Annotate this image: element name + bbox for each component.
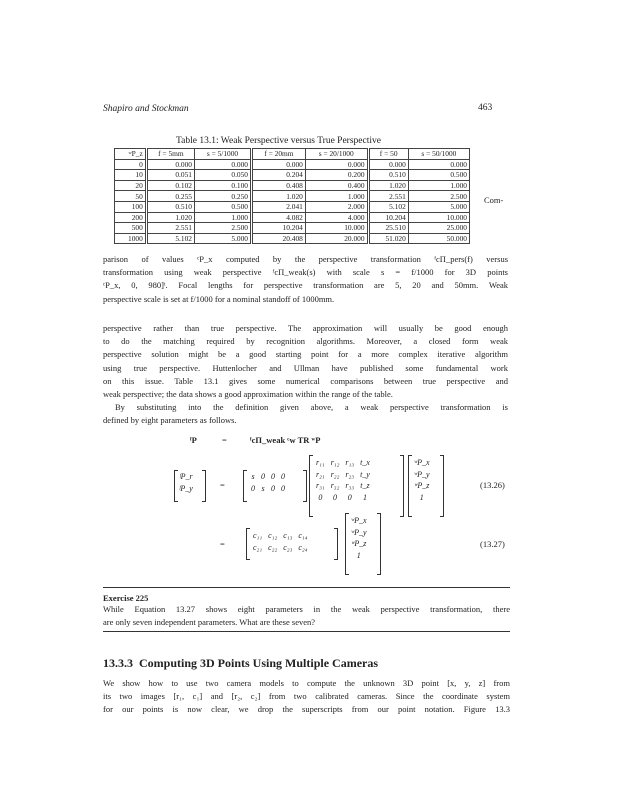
section-line: for our points is now clear, we drop the superscripts from our point notation. Figure 13.3	[103, 704, 510, 715]
table-header: f = 5mm	[146, 149, 194, 160]
table-cell: 5.000	[195, 233, 252, 244]
table-cell: 4.082	[252, 212, 306, 223]
table-cell: 5.102	[368, 201, 408, 212]
table-cell: 0.000	[368, 159, 408, 170]
body-line: on this issue. Table 13.1 gives some numerical comparisons between true perspective and	[103, 375, 508, 386]
table-cell: 2.500	[195, 223, 252, 234]
table-header: s = 50/1000	[408, 149, 469, 160]
body-line: perspective solution might be a good starting point for a more complex iterative algorithm	[103, 349, 508, 360]
table-cell: 0.051	[146, 170, 194, 181]
right-bracket	[377, 513, 381, 575]
table-cell: 50	[115, 191, 147, 202]
table-cell: 0.000	[252, 159, 306, 170]
table-header: s = 5/1000	[195, 149, 252, 160]
lhs-vector	[176, 471, 196, 494]
table-cell: 500	[115, 223, 147, 234]
section-title: Computing 3D Points Using Multiple Cameras	[139, 656, 379, 670]
table-cell: 1.000	[408, 180, 469, 191]
table-header: ʷP_z	[115, 149, 147, 160]
equation-number: (13.26)	[480, 480, 505, 490]
matrix-entry: c₁₂	[268, 531, 278, 541]
matrix-entry: c₁₁	[253, 531, 263, 541]
table-cell: 0.050	[195, 170, 252, 181]
table-cell: 10.204	[368, 212, 408, 223]
body-line: using true perspective. Huttenlocher and Ullman have published some fundamental work	[103, 362, 508, 373]
table-cell: 1.000	[305, 191, 368, 202]
scale-matrix	[248, 471, 288, 494]
table-cell: 0.000	[146, 159, 194, 170]
right-bracket	[202, 470, 206, 502]
matrix-entry: c₂₄	[298, 542, 308, 552]
exercise-text	[103, 603, 510, 629]
table-cell: 200	[115, 212, 147, 223]
matrix-entry: r₃₃	[345, 481, 355, 491]
exercise-line: While Equation 13.27 shows eight parameters in the weak perspective transformation, there	[103, 604, 510, 614]
caption-fragment: Com-	[484, 195, 504, 205]
table-cell: 2.551	[146, 223, 194, 234]
table-caption: Table 13.1: Weak Perspective versus True Perspective	[176, 136, 381, 146]
world-point-vector	[348, 515, 370, 561]
right-bracket	[400, 455, 404, 517]
matrix-entry: 0	[333, 493, 338, 503]
table-cell: 0.000	[195, 159, 252, 170]
matrix-entry: t_z	[360, 481, 370, 491]
vector-entry: 1	[356, 551, 361, 561]
table-cell: 10.204	[252, 223, 306, 234]
table-cell: 2.000	[305, 201, 368, 212]
matrix-entry: r₁₂	[330, 458, 340, 468]
table-cell: 0.250	[195, 191, 252, 202]
table-cell: 2.500	[408, 191, 469, 202]
matrix-entry: 0	[261, 472, 265, 482]
table-body	[115, 159, 470, 244]
table-cell: 2.551	[368, 191, 408, 202]
equation-rhs: ᶠcΠ_weak ᶜw TR ʷP	[250, 435, 321, 445]
vector-entry: ʷP_z	[351, 539, 367, 549]
matrix-entry: r₁₁	[316, 458, 325, 468]
caption-line: ᶜP_x, 0, 980]ᵗ. Focal lengths for perspective transformation are 5, 20 and 50mm. Weak	[103, 280, 508, 291]
table-cell: 20.408	[252, 233, 306, 244]
table-cell: 1.020	[368, 180, 408, 191]
table-row	[115, 180, 470, 191]
table-cell: 50.000	[408, 233, 469, 244]
table-cell: 10	[115, 170, 147, 181]
table-cell: 0.500	[408, 170, 469, 181]
section-heading	[103, 656, 378, 671]
vector-entry: ʷP_x	[414, 458, 430, 468]
matrix-entry: t_y	[360, 469, 370, 479]
table-cell: 0.255	[146, 191, 194, 202]
matrix-entry: r₃₂	[330, 481, 340, 491]
rotation-matrix	[313, 457, 373, 503]
table-cell: 0	[115, 159, 147, 170]
equation-number: (13.27)	[480, 539, 505, 549]
vector-entry: ʷP_y	[414, 469, 430, 479]
table-cell: 0.510	[368, 170, 408, 181]
table-cell: 20.000	[305, 233, 368, 244]
vector-entry: ᶠP_r	[179, 472, 193, 482]
section-line: its two images [r₁, c₁] and [r₂, c₂] from two calibrated cameras. Since the coordinate system	[103, 691, 510, 702]
matrix-entry: s	[261, 483, 265, 493]
vector-entry: ʷP_y	[351, 527, 367, 537]
world-point-vector	[411, 457, 433, 503]
table-header: f = 50	[368, 149, 408, 160]
table-cell: 0.204	[252, 170, 306, 181]
table-row	[115, 201, 470, 212]
section-line: We show how to use two camera models to compute the unknown 3D point [x, y, z] from	[103, 678, 510, 688]
table-cell: 0.510	[146, 201, 194, 212]
matrix-entry: 0	[271, 472, 275, 482]
table-cell: 1.000	[195, 212, 252, 223]
table-cell: 20	[115, 180, 147, 191]
body-line: defined by eight parameters as follows.	[103, 415, 237, 426]
body-line: weak perspective; the data shows a good approximation within the range of the table.	[103, 389, 393, 400]
table-cell: 1.020	[252, 191, 306, 202]
exercise-title: Exercise 225	[103, 593, 149, 603]
matrix-entry: t_x	[360, 458, 370, 468]
right-bracket	[303, 470, 307, 502]
equation-equals: =	[220, 539, 225, 549]
caption-line: perspective scale is set at f/1000 for a nominal standoff of 1000mm.	[103, 293, 335, 304]
table-row	[115, 159, 470, 170]
table-cell: 0.500	[195, 201, 252, 212]
table-row	[115, 223, 470, 234]
table-cell: 5.000	[408, 201, 469, 212]
running-header-author: Shapiro and Stockman	[103, 104, 189, 114]
table-row	[115, 212, 470, 223]
table-row	[115, 233, 470, 244]
matrix-entry: c₁₃	[283, 531, 293, 541]
matrix-entry: 0	[318, 493, 323, 503]
equation-lhs: ᶠP	[190, 435, 197, 445]
table-cell: 0.200	[305, 170, 368, 181]
table-cell: 0.102	[146, 180, 194, 191]
table-cell: 4.000	[305, 212, 368, 223]
matrix-entry: r₁₃	[345, 458, 355, 468]
body-line: to do the matching required by recognition algorithms. Moreover, a closed form weak	[103, 336, 508, 347]
section-paragraph	[103, 677, 510, 717]
table-cell: 100	[115, 201, 147, 212]
matrix-entry: 0	[251, 483, 255, 493]
matrix-entry: 1	[362, 493, 367, 503]
table-cell: 51.020	[368, 233, 408, 244]
table-header-row	[115, 149, 470, 160]
right-bracket	[334, 528, 338, 560]
table-cell: 0.400	[305, 180, 368, 191]
vector-entry: ᶠP_y	[179, 483, 193, 493]
table-cell: 1.020	[146, 212, 194, 223]
vector-entry: ʷP_z	[414, 481, 430, 491]
matrix-entry: 0	[271, 483, 275, 493]
matrix-entry: r₃₁	[316, 481, 325, 491]
table-cell: 0.408	[252, 180, 306, 191]
section-number: 13.3.3	[103, 656, 133, 670]
exercise-bottom-rule	[103, 631, 510, 632]
table-cell: 25.510	[368, 223, 408, 234]
body-line: perspective rather than true perspective. The approximation will usually be good enough	[103, 323, 508, 333]
table-cell: 0.000	[305, 159, 368, 170]
exercise-line: are only seven independent parameters. What are these seven?	[103, 617, 316, 628]
caption-line: parison of values ᶜP_x computed by the perspective transformation ᶠcΠ_pers(f) versus	[103, 254, 508, 264]
body-line: By substituting into the definition given above, a weak perspective transformation is	[115, 402, 508, 412]
body-paragraph	[103, 322, 508, 401]
body-paragraph-2	[103, 401, 508, 427]
matrix-entry: 0	[347, 493, 352, 503]
matrix-entry: c₂₂	[268, 542, 278, 552]
c-matrix	[250, 530, 311, 553]
table-header: s = 20/1000	[305, 149, 368, 160]
table-header: f = 20mm	[252, 149, 306, 160]
matrix-entry: c₂₁	[253, 542, 263, 552]
matrix-entry: c₂₃	[283, 542, 293, 552]
matrix-entry: c₁₄	[298, 531, 308, 541]
exercise-top-rule	[103, 587, 510, 588]
matrix-entry: 0	[281, 483, 285, 493]
table-row	[115, 191, 470, 202]
table-cell: 10.000	[408, 212, 469, 223]
right-bracket	[440, 455, 444, 517]
matrix-entry: r₂₁	[316, 469, 325, 479]
table-row	[115, 170, 470, 181]
matrix-entry: s	[251, 472, 255, 482]
table-cell: 1000	[115, 233, 147, 244]
left-bracket	[243, 470, 247, 502]
table-caption-text	[103, 253, 508, 306]
matrix-entry: 0	[281, 472, 285, 482]
table-cell: 0.000	[408, 159, 469, 170]
equation-equals: =	[222, 435, 227, 445]
caption-line: transformation using weak perspective ᶠcΠ_weak(s) with scale s = f/1000 for 3D points	[103, 267, 508, 278]
table-cell: 2.041	[252, 201, 306, 212]
matrix-entry: r₂₂	[330, 469, 340, 479]
page-number: 463	[478, 103, 493, 113]
equation-equals: =	[220, 480, 225, 490]
matrix-entry: r₂₃	[345, 469, 355, 479]
perspective-table	[114, 148, 470, 244]
vector-entry: 1	[419, 493, 424, 503]
table-cell: 25.000	[408, 223, 469, 234]
table-cell: 5.102	[146, 233, 194, 244]
vector-entry: ʷP_x	[351, 516, 367, 526]
table-cell: 0.100	[195, 180, 252, 191]
table-cell: 10.000	[305, 223, 368, 234]
